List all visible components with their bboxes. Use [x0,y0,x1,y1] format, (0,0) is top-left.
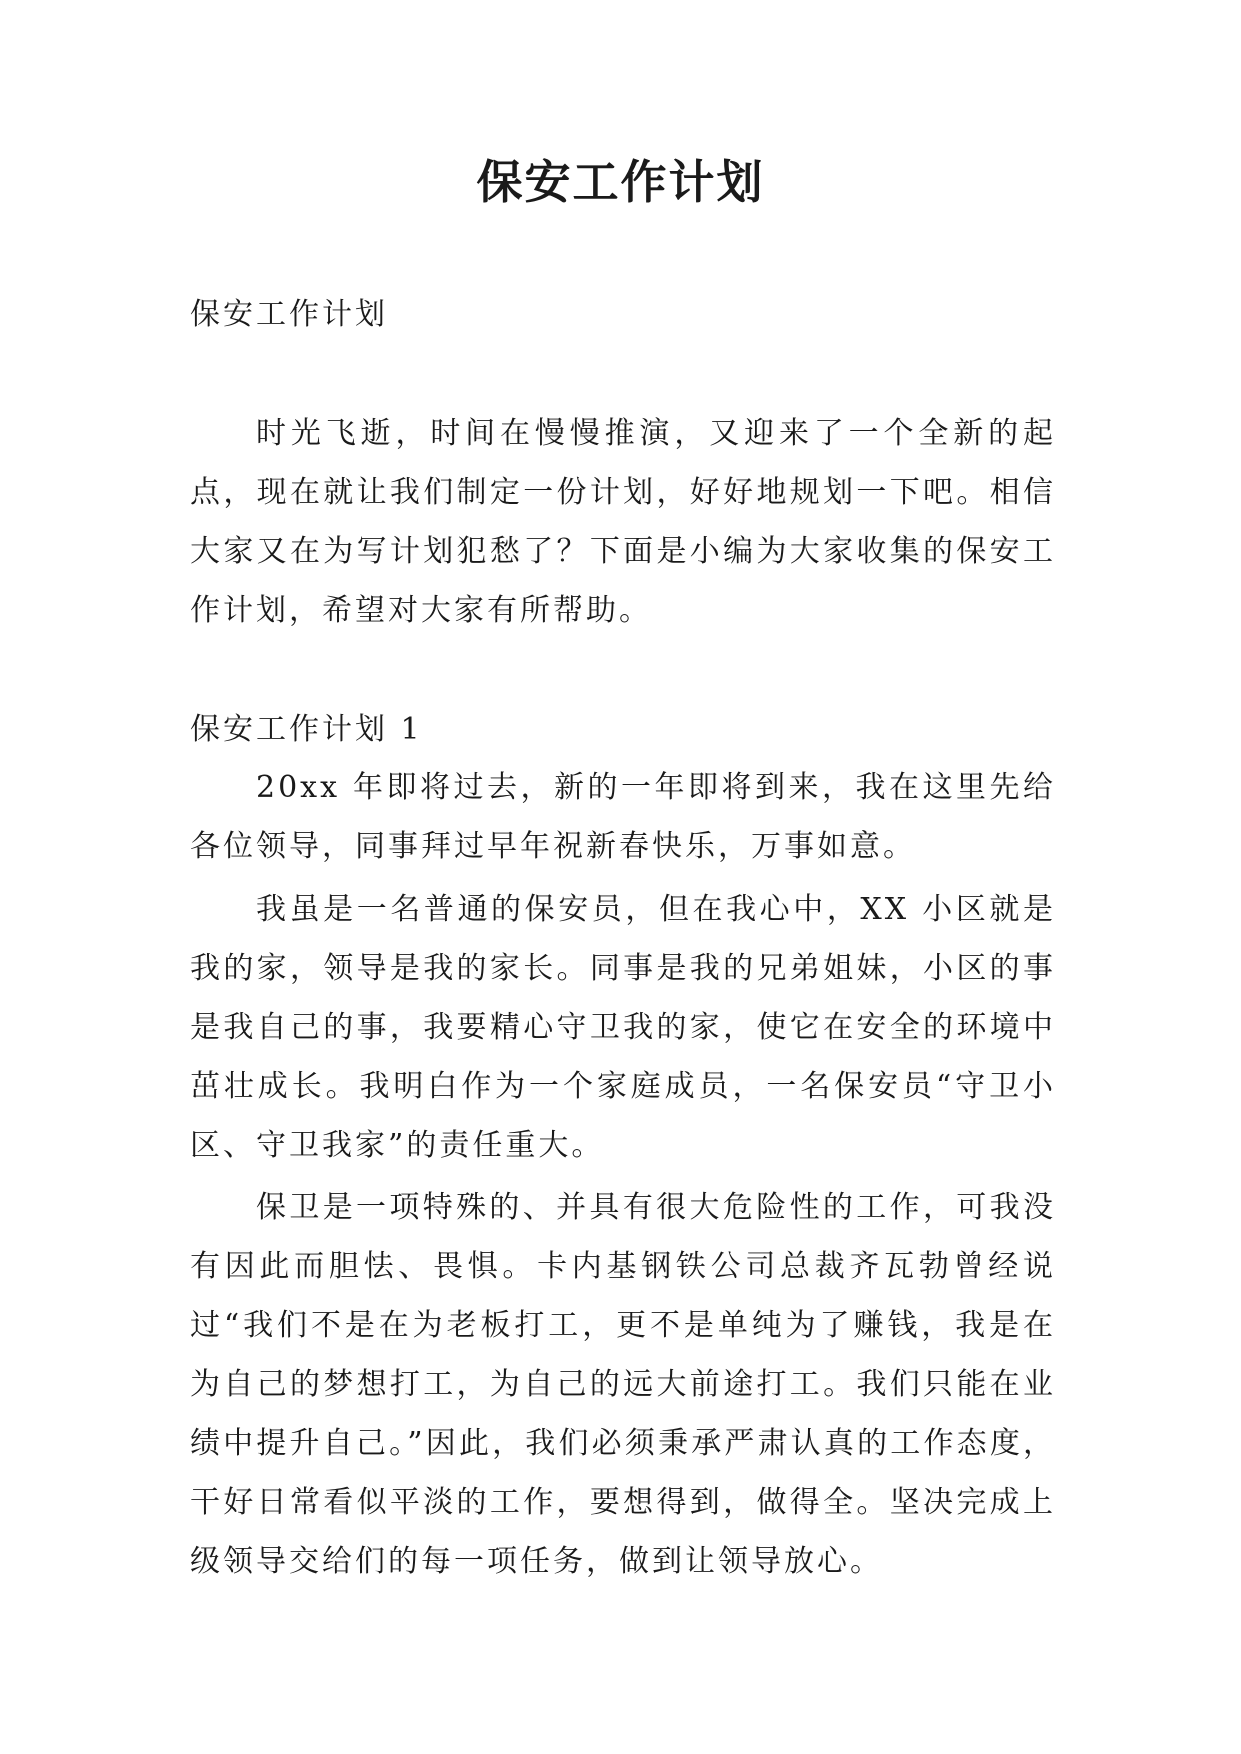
body-paragraph-2: 我虽是一名普通的保安员，但在我心中，XX 小区就是我的家，领导是我的家长。同事是我的兄弟姐妹，小区的事是我自己的事，我要精心守卫我的家，使它在安全的环境中茁壮成长。我明白作为一个家庭成员，一名保安员“守卫小区、守卫我家”的责任重大。 [190,892,1056,1163]
document-subtitle: 保安工作计划 [190,297,388,332]
body-paragraph-1: 20xx 年即将过去，新的一年即将到来，我在这里先给各位领导，同事拜过早年祝新春快乐，万事如意。 [190,770,1056,864]
body-paragraph-3: 保卫是一项特殊的、并具有很大危险性的工作，可我没有因此而胆怯、畏惧。卡内基钢铁公司总裁齐瓦勃曾经说过“我们不是在为老板打工，更不是单纯为了赚钱，我是在为自己的梦想打工，为自己的远大前途打工。我们只能在业绩中提升自己。”因此，我们必须秉承严肃认真的工作态度，干好日常看似平淡的工作，要想得到，做得全。坚决完成上级领导交给们的每一项任务，做到让领导放心。 [190,1190,1056,1579]
document-title: 保安工作计划 [476,155,765,209]
section-heading: 保安工作计划 1 [190,712,423,747]
intro-paragraph: 时光飞逝，时间在慢慢推演，又迎来了一个全新的起点，现在就让我们制定一份计划，好好地规划一下吧。相信大家又在为写计划犯愁了？下面是小编为大家收集的保安工作计划，希望对大家有所帮助。 [190,416,1056,628]
